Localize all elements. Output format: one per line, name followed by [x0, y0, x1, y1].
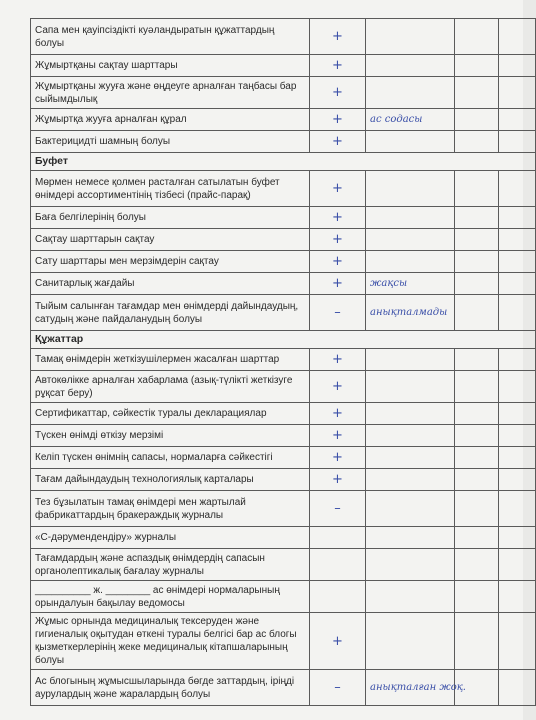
empty-cell — [499, 131, 536, 153]
empty-cell — [499, 670, 536, 706]
table-row — [31, 425, 536, 447]
criterion-cell: Сертификаттар, сәйкестік туралы декларациялар — [31, 403, 310, 425]
empty-cell — [455, 229, 499, 251]
empty-cell — [499, 19, 536, 55]
criterion-cell: Санитарлық жағдайы — [31, 273, 310, 295]
empty-cell — [499, 171, 536, 207]
empty-cell — [499, 371, 536, 403]
table-row — [31, 19, 536, 55]
empty-cell — [455, 469, 499, 491]
empty-cell — [455, 425, 499, 447]
result-mark-cell: + — [310, 613, 366, 670]
handwritten-note-cell — [366, 527, 455, 549]
handwritten-note-cell: ас содасы — [366, 109, 455, 131]
table-row — [31, 527, 536, 549]
section-row — [31, 331, 536, 349]
empty-cell — [499, 527, 536, 549]
handwritten-note-cell — [366, 469, 455, 491]
table-row — [31, 131, 536, 153]
empty-cell — [455, 55, 499, 77]
criterion-cell: Мөрмен немесе қолмен расталған сатылатын буфет өнімдері ассортиментінің тізбесі (прайс-парақ) — [31, 171, 310, 207]
empty-cell — [499, 403, 536, 425]
empty-cell — [499, 273, 536, 295]
result-mark-cell: + — [310, 273, 366, 295]
criterion-cell: Сапа мен қауіпсіздікті куәландыратын құжаттардың болуы — [31, 19, 310, 55]
result-mark-cell: + — [310, 425, 366, 447]
handwritten-note-cell — [366, 229, 455, 251]
table-row — [31, 447, 536, 469]
criterion-cell: Бактерицидті шамның болуы — [31, 131, 310, 153]
empty-cell — [455, 527, 499, 549]
handwritten-note-cell — [366, 581, 455, 613]
table-row — [31, 295, 536, 331]
criterion-cell: Баға белгілерінің болуы — [31, 207, 310, 229]
criterion-cell: Сату шарттары мен мерзімдерін сақтау — [31, 251, 310, 273]
empty-cell — [499, 109, 536, 131]
checklist-table — [30, 18, 536, 706]
table-row — [31, 207, 536, 229]
criterion-cell: Жұмыс орнында медициналық тексеруден және гигиеналық оқытудан өткені туралы белгісі бар ас блогы қызметкерлерінің жеке медициналық кітапшаларының болуы — [31, 613, 310, 670]
table-row — [31, 77, 536, 109]
result-mark-cell: + — [310, 251, 366, 273]
table-row — [31, 229, 536, 251]
empty-cell — [499, 251, 536, 273]
empty-cell — [499, 229, 536, 251]
table-row — [31, 670, 536, 706]
empty-cell — [455, 131, 499, 153]
section-row — [31, 153, 536, 171]
criterion-cell: Жұмыртқа жууға арналған құрал — [31, 109, 310, 131]
handwritten-note-cell — [366, 549, 455, 581]
handwritten-note-cell — [366, 447, 455, 469]
table-row — [31, 371, 536, 403]
empty-cell — [455, 295, 499, 331]
criterion-cell: «С-дәрумендендіру» журналы — [31, 527, 310, 549]
handwritten-note-cell: анықталмады — [366, 295, 455, 331]
handwritten-note-cell — [366, 19, 455, 55]
handwritten-note-cell: анықталған жоқ. — [366, 670, 455, 706]
table-row — [31, 549, 536, 581]
result-mark-cell: + — [310, 403, 366, 425]
criterion-cell: Келіп түскен өнімнің сапасы, нормаларға сәйкестігі — [31, 447, 310, 469]
result-mark-cell: + — [310, 171, 366, 207]
result-mark-cell: + — [310, 349, 366, 371]
result-mark-cell: + — [310, 371, 366, 403]
table-row — [31, 171, 536, 207]
criterion-cell: Тамақ өнімдерін жеткізушілермен жасалған шарттар — [31, 349, 310, 371]
empty-cell — [499, 447, 536, 469]
handwritten-note-cell — [366, 131, 455, 153]
result-mark-cell: + — [310, 55, 366, 77]
handwritten-note-cell — [366, 491, 455, 527]
empty-cell — [499, 207, 536, 229]
handwritten-note-cell — [366, 55, 455, 77]
empty-cell — [455, 109, 499, 131]
criterion-cell: Тез бұзылатын тамақ өнімдері мен жартылай фабрикаттардың бракераждық журналы — [31, 491, 310, 527]
result-mark-cell: + — [310, 447, 366, 469]
handwritten-note-cell — [366, 77, 455, 109]
empty-cell — [455, 77, 499, 109]
result-mark-cell — [310, 549, 366, 581]
table-row — [31, 469, 536, 491]
empty-cell — [455, 549, 499, 581]
handwritten-note-cell — [366, 251, 455, 273]
empty-cell — [499, 425, 536, 447]
table-row — [31, 55, 536, 77]
empty-cell — [455, 447, 499, 469]
criterion-cell: Сақтау шарттарын сақтау — [31, 229, 310, 251]
empty-cell — [455, 273, 499, 295]
result-mark-cell — [310, 527, 366, 549]
empty-cell — [455, 491, 499, 527]
handwritten-note-cell — [366, 349, 455, 371]
criterion-cell: Жұмыртқаны сақтау шарттары — [31, 55, 310, 77]
result-mark-cell: + — [310, 131, 366, 153]
table-row — [31, 581, 536, 613]
result-mark-cell: + — [310, 229, 366, 251]
table-row — [31, 491, 536, 527]
result-mark-cell: + — [310, 19, 366, 55]
criterion-cell: Ас блогының жұмысшыларында бөгде заттардың, іріңді аурулардың және жаралардың болуы — [31, 670, 310, 706]
handwritten-note-cell — [366, 171, 455, 207]
handwritten-note-cell — [366, 425, 455, 447]
empty-cell — [499, 549, 536, 581]
table-row — [31, 273, 536, 295]
result-mark-cell — [310, 581, 366, 613]
table-row — [31, 109, 536, 131]
table-row — [31, 403, 536, 425]
criterion-cell: Тағамдардың және аспаздық өнімдердің сапасын органолептикалық бағалау журналы — [31, 549, 310, 581]
handwritten-note-cell — [366, 207, 455, 229]
handwritten-note-cell — [366, 403, 455, 425]
empty-cell — [455, 19, 499, 55]
handwritten-note-cell — [366, 613, 455, 670]
result-mark-cell: + — [310, 77, 366, 109]
criterion-cell: Тағам дайындаудың технологиялық карталары — [31, 469, 310, 491]
result-mark-cell: – — [310, 670, 366, 706]
empty-cell — [455, 251, 499, 273]
table-row — [31, 251, 536, 273]
empty-cell — [499, 491, 536, 527]
handwritten-note-cell — [366, 371, 455, 403]
empty-cell — [455, 581, 499, 613]
empty-cell — [499, 469, 536, 491]
result-mark-cell: – — [310, 491, 366, 527]
criterion-cell: Автокөлікке арналған хабарлама (азық-түлікті жеткізуге рұқсат беру) — [31, 371, 310, 403]
empty-cell — [499, 349, 536, 371]
empty-cell — [455, 171, 499, 207]
empty-cell — [455, 207, 499, 229]
criterion-cell: Жұмыртқаны жууға және өңдеуге арналған таңбасы бар сыйымдылық — [31, 77, 310, 109]
criterion-cell: Тыйым салынған тағамдар мен өнімдерді дайындаудың, сатудың және пайдаланудың болуы — [31, 295, 310, 331]
section-heading: Буфет — [31, 153, 536, 171]
result-mark-cell: – — [310, 295, 366, 331]
result-mark-cell: + — [310, 207, 366, 229]
section-heading: Құжаттар — [31, 331, 536, 349]
result-mark-cell: + — [310, 469, 366, 491]
table-row — [31, 613, 536, 670]
table-row — [31, 349, 536, 371]
empty-cell — [499, 55, 536, 77]
result-mark-cell: + — [310, 109, 366, 131]
criterion-cell: Түскен өнімді өткізу мерзімі — [31, 425, 310, 447]
handwritten-note-cell: жақсы — [366, 273, 455, 295]
empty-cell — [455, 371, 499, 403]
empty-cell — [455, 403, 499, 425]
empty-cell — [455, 613, 499, 670]
empty-cell — [499, 295, 536, 331]
empty-cell — [499, 613, 536, 670]
empty-cell — [499, 581, 536, 613]
empty-cell — [455, 349, 499, 371]
criterion-cell: __________ ж. ________ ас өнімдері нормаларының орындалуын бақылау ведомосы — [31, 581, 310, 613]
empty-cell — [499, 77, 536, 109]
